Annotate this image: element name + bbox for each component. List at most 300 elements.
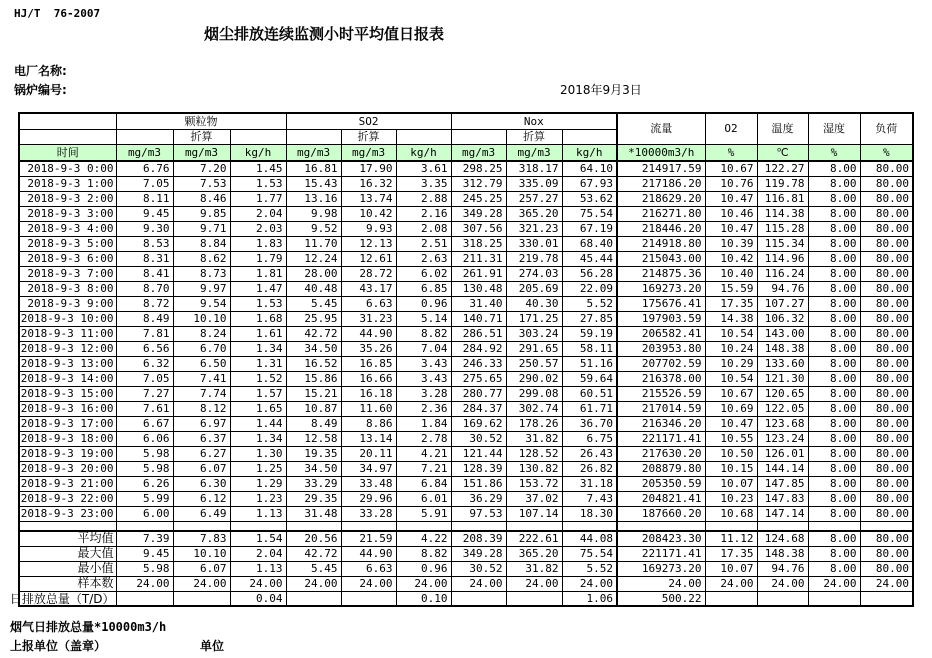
table-row	[19, 461, 913, 476]
value-cell: 1.30	[230, 446, 286, 461]
value-cell: 291.65	[506, 341, 562, 356]
value-cell: 208423.30	[617, 531, 705, 546]
value-cell: 22.09	[562, 281, 617, 296]
value-cell: 12.13	[341, 236, 396, 251]
value-cell: 8.00	[808, 221, 860, 236]
value-cell: 121.30	[757, 371, 808, 386]
value-cell: 203953.80	[617, 341, 705, 356]
table-row	[19, 561, 913, 576]
value-cell: 10.29	[705, 356, 757, 371]
value-cell: 330.01	[506, 236, 562, 251]
value-cell: 31.40	[451, 296, 506, 311]
value-cell: 175676.41	[617, 296, 705, 311]
value-cell: 3.43	[396, 371, 451, 386]
table-row	[19, 326, 913, 341]
value-cell: 245.25	[451, 191, 506, 206]
value-cell: 2.51	[396, 236, 451, 251]
value-cell: 140.71	[451, 311, 506, 326]
value-cell: 10.54	[705, 371, 757, 386]
table-row	[19, 386, 913, 401]
value-cell: 10.54	[705, 326, 757, 341]
value-cell: 1.65	[230, 401, 286, 416]
value-cell: 0.04	[230, 591, 286, 606]
time-cell: 最小值	[19, 561, 116, 576]
value-cell: 8.00	[808, 491, 860, 506]
value-cell: 7.81	[116, 326, 173, 341]
value-cell: 16.32	[341, 176, 396, 191]
value-cell: 16.18	[341, 386, 396, 401]
value-cell: 143.00	[757, 326, 808, 341]
value-cell	[451, 591, 506, 606]
value-cell: 6.27	[173, 446, 230, 461]
value-cell: 6.70	[173, 341, 230, 356]
value-cell: 217186.20	[617, 176, 705, 191]
value-cell: 1.81	[230, 266, 286, 281]
plant-name-label: 电厂名称:	[14, 64, 67, 78]
unit-pm-mgm3: mg/m3	[116, 144, 173, 161]
value-cell: 1.61	[230, 326, 286, 341]
time-cell: 2018-9-3 19:00	[19, 446, 116, 461]
value-cell: 6.07	[173, 461, 230, 476]
table-row	[19, 356, 913, 371]
value-cell: 80.00	[860, 251, 913, 266]
value-cell: 59.19	[562, 326, 617, 341]
unit-o2: %	[705, 144, 757, 161]
value-cell: 18.30	[562, 506, 617, 521]
value-cell: 171.25	[506, 311, 562, 326]
value-cell: 5.98	[116, 446, 173, 461]
value-cell: 24.00	[617, 576, 705, 591]
value-cell: 10.55	[705, 431, 757, 446]
unit-pm-kgh: kg/h	[230, 144, 286, 161]
value-cell: 6.63	[341, 561, 396, 576]
value-cell: 8.82	[396, 546, 451, 561]
value-cell: 21.59	[341, 531, 396, 546]
value-cell: 3.43	[396, 356, 451, 371]
value-cell: 16.66	[341, 371, 396, 386]
value-cell: 29.96	[341, 491, 396, 506]
value-cell: 10.39	[705, 236, 757, 251]
report-table-body	[9, 161, 913, 606]
value-cell: 12.58	[286, 431, 341, 446]
report-date: 2018年9月3日	[560, 83, 642, 97]
value-cell: 11.12	[705, 531, 757, 546]
value-cell: 148.38	[757, 341, 808, 356]
value-cell: 216346.20	[617, 416, 705, 431]
value-cell: 10.67	[705, 386, 757, 401]
value-cell	[705, 591, 757, 606]
value-cell: 31.23	[341, 311, 396, 326]
value-cell: 257.27	[506, 191, 562, 206]
value-cell: 31.18	[562, 476, 617, 491]
value-cell: 2.04	[230, 546, 286, 561]
unit-nox-kgh: kg/h	[562, 144, 617, 161]
value-cell: 178.26	[506, 416, 562, 431]
time-cell: 2018-9-3 8:00	[19, 281, 116, 296]
value-cell: 1.84	[396, 416, 451, 431]
value-cell: 9.98	[286, 206, 341, 221]
value-cell: 8.00	[808, 191, 860, 206]
value-cell: 24.00	[341, 576, 396, 591]
value-cell: 1.83	[230, 236, 286, 251]
header-blank	[451, 129, 506, 144]
value-cell: 33.28	[341, 506, 396, 521]
value-cell: 8.11	[116, 191, 173, 206]
value-cell: 2.08	[396, 221, 451, 236]
value-cell: 80.00	[860, 431, 913, 446]
value-cell: 7.05	[116, 176, 173, 191]
time-cell: 2018-9-3 5:00	[19, 236, 116, 251]
value-cell: 169.62	[451, 416, 506, 431]
value-cell: 27.85	[562, 311, 617, 326]
flue-gas-total-note: 烟气日排放总量*10000m3/h	[10, 620, 167, 634]
value-cell: 10.42	[341, 206, 396, 221]
sub-converted-so2: 折算	[341, 129, 396, 144]
value-cell: 94.76	[757, 561, 808, 576]
value-cell	[757, 521, 808, 531]
value-cell: 280.77	[451, 386, 506, 401]
value-cell: 80.00	[860, 341, 913, 356]
value-cell: 17.35	[705, 546, 757, 561]
value-cell: 25.95	[286, 311, 341, 326]
value-cell: 124.68	[757, 531, 808, 546]
value-cell	[286, 521, 341, 531]
value-cell: 204821.41	[617, 491, 705, 506]
value-cell: 1.13	[230, 561, 286, 576]
value-cell: 211.31	[451, 251, 506, 266]
value-cell: 13.16	[286, 191, 341, 206]
value-cell: 10.24	[705, 341, 757, 356]
table-row	[19, 191, 913, 206]
col-group-pm: 颗粒物	[116, 113, 286, 129]
value-cell: 144.14	[757, 461, 808, 476]
value-cell: 35.26	[341, 341, 396, 356]
sub-converted-nox: 折算	[506, 129, 562, 144]
value-cell: 215043.00	[617, 251, 705, 266]
value-cell: 10.69	[705, 401, 757, 416]
table-row	[19, 281, 913, 296]
unit-nox-converted: mg/m3	[506, 144, 562, 161]
value-cell: 116.81	[757, 191, 808, 206]
unit-so2-converted: mg/m3	[341, 144, 396, 161]
header-blank	[562, 129, 617, 144]
value-cell: 80.00	[860, 221, 913, 236]
value-cell: 40.48	[286, 281, 341, 296]
value-cell: 24.00	[451, 576, 506, 591]
value-cell: 4.21	[396, 446, 451, 461]
value-cell: 8.84	[173, 236, 230, 251]
value-cell: 5.52	[562, 296, 617, 311]
value-cell: 197903.59	[617, 311, 705, 326]
value-cell: 122.05	[757, 401, 808, 416]
value-cell: 250.57	[506, 356, 562, 371]
header-units-row	[19, 144, 913, 161]
value-cell: 8.00	[808, 561, 860, 576]
value-cell: 216271.80	[617, 206, 705, 221]
value-cell: 318.25	[451, 236, 506, 251]
value-cell	[808, 521, 860, 531]
value-cell	[341, 521, 396, 531]
value-cell: 115.28	[757, 221, 808, 236]
unit-pm-converted: mg/m3	[173, 144, 230, 161]
value-cell: 122.27	[757, 161, 808, 176]
value-cell: 19.35	[286, 446, 341, 461]
value-cell	[173, 591, 230, 606]
value-cell: 26.43	[562, 446, 617, 461]
value-cell: 2.03	[230, 221, 286, 236]
value-cell: 169273.20	[617, 561, 705, 576]
value-cell: 16.81	[286, 161, 341, 176]
value-cell: 28.72	[341, 266, 396, 281]
value-cell: 33.29	[286, 476, 341, 491]
value-cell: 222.61	[506, 531, 562, 546]
value-cell: 8.00	[808, 161, 860, 176]
value-cell	[617, 521, 705, 531]
time-cell: 2018-9-3 20:00	[19, 461, 116, 476]
value-cell	[506, 591, 562, 606]
value-cell: 219.78	[506, 251, 562, 266]
value-cell: 7.05	[116, 371, 173, 386]
value-cell: 6.76	[116, 161, 173, 176]
value-cell: 2.78	[396, 431, 451, 446]
value-cell: 1.77	[230, 191, 286, 206]
value-cell: 40.30	[506, 296, 562, 311]
unit-label: 单位	[200, 639, 225, 653]
value-cell: 8.00	[808, 356, 860, 371]
value-cell: 8.62	[173, 251, 230, 266]
time-cell: 2018-9-3 7:00	[19, 266, 116, 281]
value-cell: 10.42	[705, 251, 757, 266]
value-cell: 45.44	[562, 251, 617, 266]
value-cell: 15.43	[286, 176, 341, 191]
value-cell: 10.07	[705, 476, 757, 491]
value-cell: 5.98	[116, 561, 173, 576]
time-cell: 2018-9-3 11:00	[19, 326, 116, 341]
time-cell: 2018-9-3 13:00	[19, 356, 116, 371]
time-cell: 2018-9-3 21:00	[19, 476, 116, 491]
value-cell: 7.53	[173, 176, 230, 191]
value-cell: 208879.80	[617, 461, 705, 476]
value-cell: 115.34	[757, 236, 808, 251]
time-cell: 2018-9-3 6:00	[19, 251, 116, 266]
value-cell: 56.28	[562, 266, 617, 281]
value-cell: 5.14	[396, 311, 451, 326]
value-cell	[116, 591, 173, 606]
value-cell: 9.85	[173, 206, 230, 221]
value-cell: 4.22	[396, 531, 451, 546]
value-cell: 205350.59	[617, 476, 705, 491]
table-row	[19, 251, 913, 266]
value-cell	[757, 591, 808, 606]
value-cell: 126.01	[757, 446, 808, 461]
header-blank	[286, 129, 341, 144]
value-cell: 59.64	[562, 371, 617, 386]
value-cell: 1.45	[230, 161, 286, 176]
value-cell: 1.23	[230, 491, 286, 506]
standard-code: HJ/T 76-2007	[14, 7, 101, 20]
value-cell: 214917.59	[617, 161, 705, 176]
value-cell: 6.67	[116, 416, 173, 431]
value-cell: 10.68	[705, 506, 757, 521]
time-cell: 2018-9-3 17:00	[19, 416, 116, 431]
value-cell: 8.00	[808, 236, 860, 251]
value-cell: 286.51	[451, 326, 506, 341]
value-cell: 1.54	[230, 531, 286, 546]
table-row	[19, 446, 913, 461]
table-row	[19, 266, 913, 281]
value-cell: 24.00	[705, 576, 757, 591]
value-cell: 7.61	[116, 401, 173, 416]
value-cell: 147.83	[757, 491, 808, 506]
value-cell: 8.00	[808, 431, 860, 446]
value-cell	[808, 591, 860, 606]
value-cell: 31.82	[506, 561, 562, 576]
value-cell: 8.00	[808, 531, 860, 546]
value-cell: 67.93	[562, 176, 617, 191]
table-row	[19, 491, 913, 506]
table-row	[19, 401, 913, 416]
value-cell: 9.52	[286, 221, 341, 236]
value-cell: 14.38	[705, 311, 757, 326]
value-cell: 44.90	[341, 546, 396, 561]
time-cell: 平均值	[19, 531, 116, 546]
value-cell: 80.00	[860, 491, 913, 506]
value-cell: 12.61	[341, 251, 396, 266]
value-cell: 2.16	[396, 206, 451, 221]
value-cell: 16.85	[341, 356, 396, 371]
value-cell: 26.82	[562, 461, 617, 476]
value-cell: 80.00	[860, 531, 913, 546]
value-cell: 6.06	[116, 431, 173, 446]
value-cell: 80.00	[860, 356, 913, 371]
value-cell: 7.20	[173, 161, 230, 176]
value-cell: 365.20	[506, 206, 562, 221]
value-cell: 274.03	[506, 266, 562, 281]
value-cell: 24.00	[173, 576, 230, 591]
value-cell: 58.11	[562, 341, 617, 356]
value-cell: 6.84	[396, 476, 451, 491]
value-cell: 67.19	[562, 221, 617, 236]
value-cell: 8.00	[808, 341, 860, 356]
value-cell: 80.00	[860, 296, 913, 311]
value-cell	[451, 521, 506, 531]
value-cell: 13.74	[341, 191, 396, 206]
value-cell: 217630.20	[617, 446, 705, 461]
col-time: 时间	[19, 144, 116, 161]
value-cell: 121.44	[451, 446, 506, 461]
value-cell: 7.43	[562, 491, 617, 506]
value-cell: 80.00	[860, 371, 913, 386]
value-cell: 80.00	[860, 461, 913, 476]
value-cell: 80.00	[860, 206, 913, 221]
value-cell: 0.10	[396, 591, 451, 606]
header-blank	[396, 129, 451, 144]
time-cell: 2018-9-3 10:00	[19, 311, 116, 326]
value-cell: 44.08	[562, 531, 617, 546]
value-cell: 6.49	[173, 506, 230, 521]
time-cell: 2018-9-3 0:00	[19, 161, 116, 176]
value-cell: 6.30	[173, 476, 230, 491]
value-cell: 215526.59	[617, 386, 705, 401]
value-cell: 10.15	[705, 461, 757, 476]
value-cell: 61.71	[562, 401, 617, 416]
value-cell: 6.01	[396, 491, 451, 506]
value-cell: 298.25	[451, 161, 506, 176]
value-cell: 8.46	[173, 191, 230, 206]
value-cell: 7.39	[116, 531, 173, 546]
value-cell: 1.68	[230, 311, 286, 326]
time-cell: 2018-9-3 2:00	[19, 191, 116, 206]
value-cell: 8.00	[808, 476, 860, 491]
value-cell: 8.00	[808, 506, 860, 521]
value-cell: 31.48	[286, 506, 341, 521]
value-cell: 275.65	[451, 371, 506, 386]
value-cell: 114.38	[757, 206, 808, 221]
value-cell: 30.52	[451, 561, 506, 576]
value-cell: 7.83	[173, 531, 230, 546]
value-cell: 214875.36	[617, 266, 705, 281]
value-cell: 1.13	[230, 506, 286, 521]
value-cell: 169273.20	[617, 281, 705, 296]
value-cell: 312.79	[451, 176, 506, 191]
value-cell: 8.82	[396, 326, 451, 341]
unit-flow: *10000m3/h	[617, 144, 705, 161]
value-cell: 11.60	[341, 401, 396, 416]
time-cell	[19, 521, 116, 531]
value-cell: 318.17	[506, 161, 562, 176]
value-cell: 43.17	[341, 281, 396, 296]
value-cell: 7.41	[173, 371, 230, 386]
value-cell: 2.63	[396, 251, 451, 266]
value-cell: 80.00	[860, 386, 913, 401]
value-cell: 8.00	[808, 206, 860, 221]
value-cell: 6.37	[173, 431, 230, 446]
value-cell: 8.00	[808, 311, 860, 326]
header-blank	[19, 129, 116, 144]
value-cell: 8.00	[808, 326, 860, 341]
value-cell: 80.00	[860, 161, 913, 176]
value-cell: 8.00	[808, 296, 860, 311]
value-cell: 8.12	[173, 401, 230, 416]
value-cell: 2.88	[396, 191, 451, 206]
table-row	[19, 591, 913, 606]
value-cell: 24.00	[230, 576, 286, 591]
value-cell	[341, 591, 396, 606]
value-cell: 290.02	[506, 371, 562, 386]
value-cell: 8.86	[341, 416, 396, 431]
value-cell: 80.00	[860, 546, 913, 561]
col-load: 负荷	[860, 113, 913, 144]
value-cell: 13.14	[341, 431, 396, 446]
value-cell: 8.72	[116, 296, 173, 311]
value-cell: 9.97	[173, 281, 230, 296]
value-cell: 8.00	[808, 266, 860, 281]
value-cell: 80.00	[860, 506, 913, 521]
table-row	[19, 236, 913, 251]
table-row	[19, 521, 913, 531]
value-cell: 64.10	[562, 161, 617, 176]
value-cell: 6.02	[396, 266, 451, 281]
value-cell: 284.92	[451, 341, 506, 356]
value-cell: 206582.41	[617, 326, 705, 341]
value-cell: 187660.20	[617, 506, 705, 521]
value-cell: 6.32	[116, 356, 173, 371]
unit-so2-mgm3: mg/m3	[286, 144, 341, 161]
value-cell	[396, 521, 451, 531]
value-cell: 12.24	[286, 251, 341, 266]
sub-converted-pm: 折算	[173, 129, 230, 144]
time-cell: 样本数	[19, 576, 116, 591]
